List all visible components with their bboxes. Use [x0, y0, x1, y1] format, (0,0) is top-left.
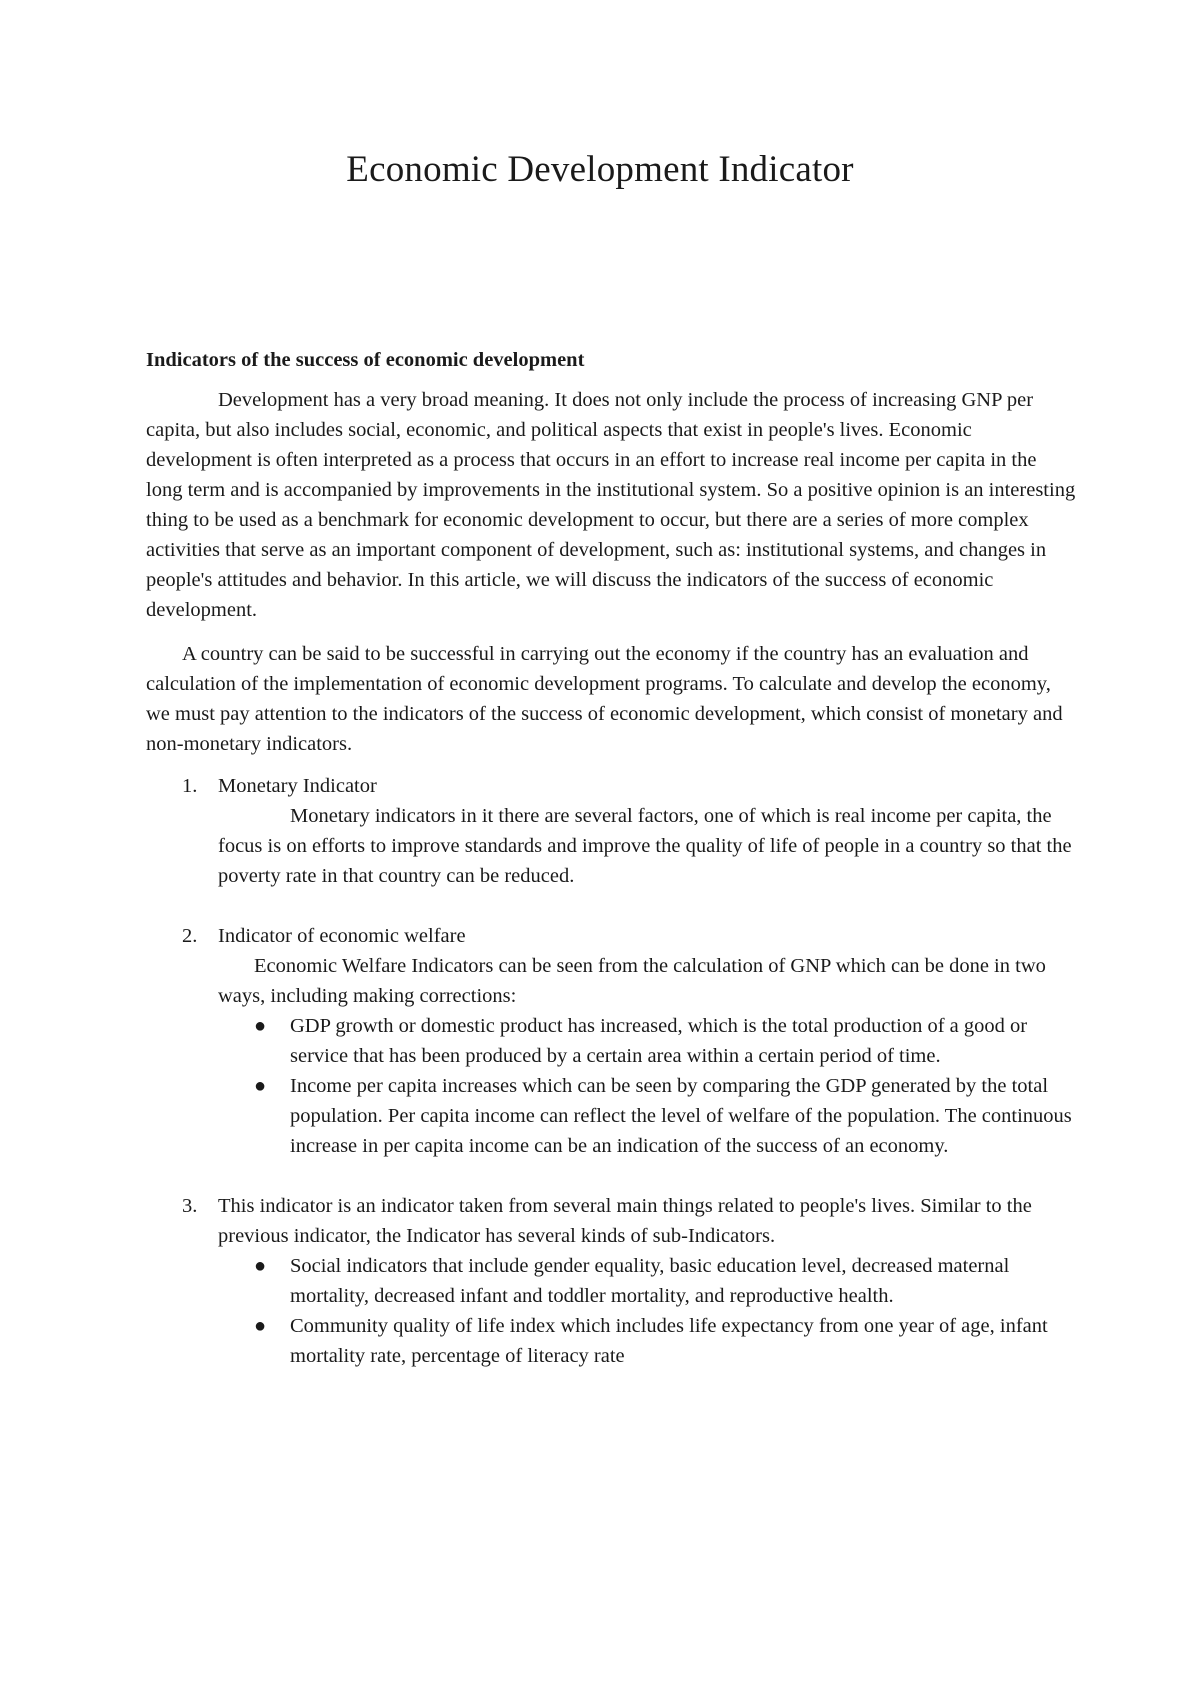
bullet-text: GDP growth or domestic product has increased, which is the total production of a good or service that has been produced by a certain area within a certain period of time.: [290, 1015, 1028, 1067]
paragraph-intro: Development has a very broad meaning. It does not only include the process of increasing GNP per capita, but also includes social, economic, and political aspects that exist in people's lives. Economic development is often interpreted as a process that occurs in an effort to increase real income per capita in the long term and is accompanied by improvements in the institutional system. So a positive opinion is an interesting thing to be used as a benchmark for economic development to occur, but there are a series of more complex activities that serve as an important component of development, such as: institutional systems, and changes in people's attitudes and behavior. In this article, we will discuss the indicators of the success of economic development.: [146, 389, 1076, 621]
bullet-icon: ●: [254, 1255, 267, 1277]
list-item-title: Monetary Indicator: [218, 775, 377, 797]
list-item-detail: Economic Welfare Indicators can be seen from the calculation of GNP which can be done in two ways, including making corrections:: [218, 955, 1046, 1007]
document-body: [146, 345, 1076, 1371]
bullet-text: Community quality of life index which includes life expectancy from one year of age, infant mortality rate, percentage of literacy rate: [290, 1315, 1048, 1367]
section-heading: Indicators of the success of economic development: [146, 349, 585, 371]
bullet-item: [218, 1011, 1076, 1071]
bullet-text: Social indicators that include gender equality, basic education level, decreased maternal mortality, decreased infant and toddler mortality, and reproductive health.: [290, 1255, 1010, 1307]
bullet-text: Income per capita increases which can be seen by comparing the GDP generated by the total population. Per capita income can reflect the level of welfare of the population. The continuous increase in per capita income can be an indication of the success of an economy.: [290, 1075, 1072, 1157]
list-item-title: Indicator of economic welfare: [218, 925, 466, 947]
paragraph-success: A country can be said to be successful in carrying out the economy if the country has an evaluation and calculation of the implementation of economic development programs. To calculate and develop the economy, we must pay attention to the indicators of the success of economic development, which consist of monetary and non-monetary indicators.: [146, 643, 1063, 755]
bullet-item: [218, 1071, 1076, 1161]
bullet-item: [218, 1251, 1076, 1311]
list-item-title: This indicator is an indicator taken from several main things related to people's lives. Similar to the previous indicator, the Indicator has several kinds of sub-Indicators.: [218, 1195, 1032, 1247]
document-title: Economic Development Indicator: [346, 149, 854, 190]
bullet-icon: ●: [254, 1075, 267, 1097]
list-item-detail: Monetary indicators in it there are several factors, one of which is real income per capita, the focus is on efforts to improve standards and improve the quality of life of people in a country so that the poverty rate in that country can be reduced.: [218, 805, 1072, 887]
bullet-icon: ●: [254, 1015, 267, 1037]
bullet-list: [218, 1251, 1076, 1371]
bullet-icon: ●: [254, 1315, 267, 1337]
list-item-monetary: [146, 771, 1076, 891]
list-number: 3.: [182, 1195, 198, 1217]
list-number: 1.: [182, 775, 198, 797]
indicator-list: [146, 771, 1076, 1371]
bullet-item: [218, 1311, 1076, 1371]
list-item-social: [146, 1191, 1076, 1371]
list-item-welfare: [146, 921, 1076, 1161]
list-number: 2.: [182, 925, 198, 947]
bullet-list: [218, 1011, 1076, 1161]
